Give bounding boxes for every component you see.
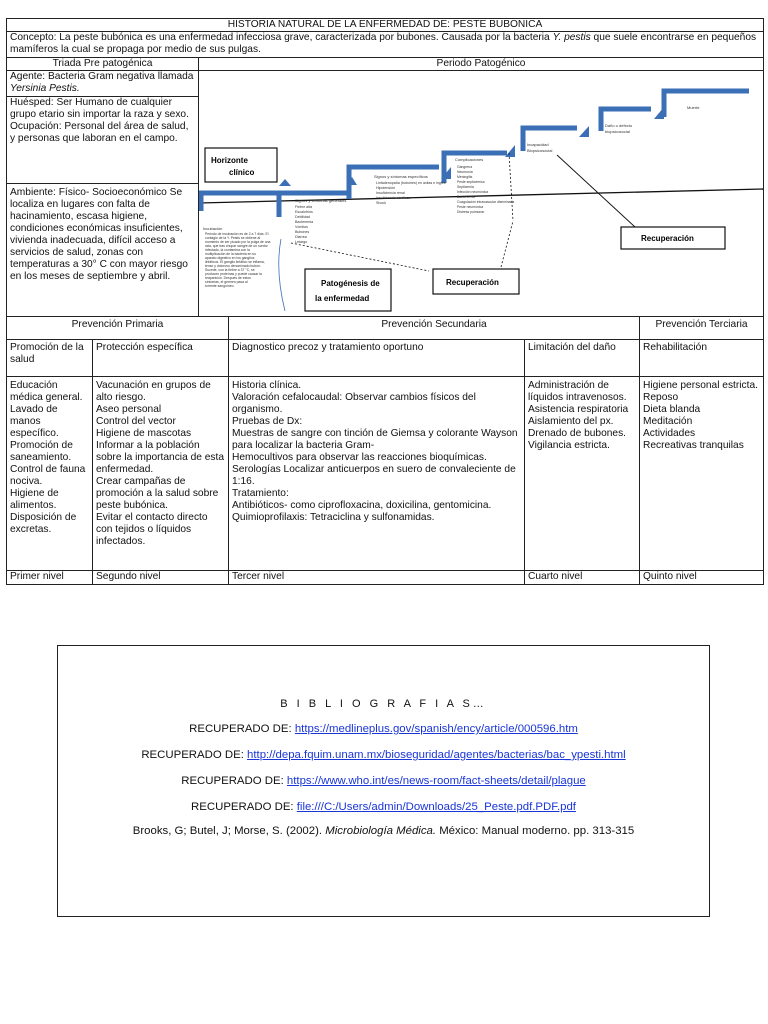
step-1-line: multiplicación de la bacteria en su — [205, 252, 256, 256]
specific-protection-heading: Protección específica — [93, 340, 229, 377]
step-6-subtitle: biopsicosocial — [605, 129, 630, 134]
recovery-label-upper: Recuperación — [641, 234, 694, 243]
tertiary-prevention-heading: Prevención Terciaria — [640, 317, 764, 340]
step-4-item: Septicemia — [457, 185, 474, 189]
step-1-line: linfáticos. El ganglio linfático se inflama, — [205, 260, 265, 264]
level-4-label: Cuarto nivel — [525, 571, 640, 585]
stair-step-7 — [664, 91, 749, 117]
bibliography-link-3[interactable]: https://www.who.int/es/news-room/fact-sheets/detail/plague — [286, 775, 586, 787]
step-3-item: Hipotensión — [376, 186, 395, 190]
horizon-label-box — [205, 148, 277, 182]
step-1-line: tenso y doloroso denominado bubón. — [205, 264, 261, 268]
environment-text: Ambiente: Físico- Socioeconómico Se localiza en lugares con falta de hacinamiento, escasa higiene, condiciones económicas insuficientes, vivienda inadecuada, difícil acceso a servicios de salud, zonas con temperaturas a 30° C con mayor riesgo en los meses de septiembre y abril. — [10, 186, 188, 282]
step-4-item: Neumonía — [457, 170, 473, 174]
horizon-label-line-1: Horizonte — [211, 156, 248, 165]
level-5-label: Quinto nivel — [640, 571, 764, 585]
step-3-title: Signos y síntomas específicos — [374, 174, 428, 179]
step-5-subtitle: Biopsicosocial — [527, 148, 553, 153]
step-3-item: Insuficiencia renal — [376, 191, 405, 195]
horizon-label-line-2: clínico — [229, 168, 255, 177]
occupation-text: Ocupación: Personal del área de salud, y personas que laboran en el campo. — [10, 121, 189, 145]
step-2-item: Debilidad — [295, 215, 310, 219]
agent-cell: Agente: Bacteria Gram negativa llamada Yersinia Pestis. — [7, 71, 199, 97]
pathogenic-heading: Periodo Patogénico — [199, 58, 764, 71]
bibliography-link-4[interactable]: file:///C:/Users/admin/Downloads/25_Peste.pdf.PDF.pdf — [296, 801, 576, 813]
step-4-item: Peste neumónica — [457, 205, 484, 209]
step-2-item: Bacteremia — [295, 220, 314, 224]
pathogenesis-label-box — [305, 269, 391, 311]
natural-history-table — [6, 18, 764, 585]
bibliography-entry-1: RECUPERADO DE: https://medlineplus.gov/spanish/ency/article/000596.htm — [189, 723, 578, 735]
step-2-item: Escalofríos — [295, 210, 313, 214]
step-1-incubation — [203, 226, 271, 288]
pathogenic-diagram — [199, 71, 764, 317]
early-diagnosis-body: Historia clínica. Valoración cefalocaudal: Observar cambios físicos del organismo. Pruebas de Dx: Muestras de sangre con tinción de Giemsa y colorante Wayson para localizar la bacteria Gram- Hemocultivos para observar las reacciones bioquímicas. Serologías Localizar anticuerpos en suero de convaleciente de 1:16. Tratamiento: Antibióticos- como ciprofloxacina, doxicilina, gentomicina. Quimioprofilaxis: Tetraciclina y sulfonamidas. — [229, 377, 525, 571]
step-4-complications — [455, 157, 514, 214]
specific-protection-body: Vacunación en grupos de alto riesgo. Aseo personal Control del vector Higiene de mascotas Informar a la población sobre la importancia de esta enfermedad. Crear campañas de promoción a la salud sobre peste bubónica. Evitar el contacto directo con tejidos o líquidos infectados. — [93, 377, 229, 571]
step-3-item: Linfadenopatía (bubones) en axilas e ingles — [376, 181, 446, 185]
step-4-item: Bacteriemia — [457, 195, 475, 199]
step-1-line: rata, que tras chupar sangre de un roedor — [205, 244, 268, 248]
step-2-item: Vómitos — [295, 225, 308, 229]
rehabilitation-body: Higiene personal estricta. Reposo Dieta blanda Meditación Actividades Recreativas tranquilas — [640, 377, 764, 571]
step-4-item: Peste septicémica — [457, 180, 485, 184]
step-2-item: Fiebre alta — [295, 205, 312, 209]
step-1-line: síntomas, el germen pasa al — [205, 280, 248, 284]
dashed-connector — [501, 221, 513, 267]
level-3-label: Tercer nivel — [229, 571, 525, 585]
damage-limitation-body: Administración de líquidos intravenosos. Asistencia respiratoria Aislamiento del px. Drenado de bubones. Vigilancia estricta. — [525, 377, 640, 571]
health-promotion-body: Educación médica general. Lavado de manos específico. Promoción de saneamiento. Control de fauna nociva. Higiene de alimentos. Disposición de excretas. — [7, 377, 93, 571]
host-cell — [7, 97, 199, 183]
step-4-item: Gangrena — [457, 165, 473, 169]
recovery-connector-solid — [557, 155, 635, 227]
step-4-title: Complicaciones — [455, 157, 484, 162]
step-1-line: contagio de la Y. Pestis se obtiene al — [205, 236, 261, 240]
step-4-item: Distress pulmonar — [457, 210, 485, 214]
bibliography-link-1[interactable]: https://medlineplus.gov/spanish/ency/article/000596.htm — [294, 723, 578, 735]
rehabilitation-heading: Rehabilitación — [640, 340, 764, 377]
secondary-prevention-heading: Prevención Secundaria — [229, 317, 640, 340]
step-1-line: torrente sanguíneo. — [205, 284, 235, 288]
dashed-connector — [509, 153, 513, 221]
natural-history-document — [6, 18, 763, 585]
step-2-item: Letargo — [295, 240, 308, 244]
step-1-line: producen proteínas y puede causar la — [205, 272, 262, 276]
health-promotion-heading: Promoción de la salud — [7, 340, 93, 377]
recovery-label-box-lower — [433, 269, 519, 294]
bibliography-entry-2: RECUPERADO DE: http://depa.fquim.unam.mx/bioseguridad/agentes/bacterias/bac_ypesti.html — [141, 749, 626, 761]
step-6-title: Daño o defecto — [605, 123, 633, 128]
environment-cell — [7, 183, 199, 316]
dashed-connector — [291, 243, 429, 271]
step-2-item: Bubones — [295, 230, 310, 234]
stair-steps — [201, 91, 749, 217]
step-4-item: Coagulación intravascular diseminada — [457, 200, 515, 204]
step-1-line: Sucede, con la fiebre a 37 °C, se — [205, 268, 255, 272]
recovery-label-lower: Recuperación — [446, 278, 499, 287]
damage-limitation-heading: Limitación del daño — [525, 340, 640, 377]
step-3-specific-signs — [374, 174, 446, 205]
step-3-item: Shock — [376, 201, 386, 205]
step-3-item: Insuficiencia cardiaca — [376, 196, 411, 200]
level-1-label: Primer nivel — [7, 571, 93, 585]
step-2-title: Signos y síntomas generales — [295, 198, 347, 203]
bibliography-entry-3: RECUPERADO DE: https://www.who.int/es/news-room/fact-sheets/detail/plague — [181, 775, 586, 787]
step-1-line: reaparición. Después de estos — [205, 276, 251, 280]
step-1-line: momento de ser picado por la pulga de una — [205, 240, 271, 244]
bibliography-title: B I B L I O G R A F I A S… — [280, 698, 487, 710]
early-diagnosis-heading: Diagnostico precoz y tratamiento oportuno — [229, 340, 525, 377]
pathogenic-stairs-svg — [199, 71, 763, 316]
stair-arrow-5 — [579, 126, 589, 137]
step-4-item: Infección neumónica — [457, 190, 489, 194]
host-text: Huésped: Ser Humano de cualquier grupo etario sin importar la raza y sexo. — [10, 97, 189, 121]
prepatogenic-heading: Triada Pre patogénica — [7, 58, 199, 71]
document-title: HISTORIA NATURAL DE LA ENFERMEDAD DE: PESTE BUBONICA — [7, 19, 764, 32]
pathogenesis-label-line-1: Patogénesis de — [321, 279, 380, 288]
pathogenesis-label-line-2: la enfermedad — [315, 294, 370, 303]
step-7-title: Muerte — [687, 105, 700, 110]
step-1-line: Periodo de incubación es de 2 a 7 días. El — [205, 232, 269, 236]
step-1-line: infectado, la contamina con la — [205, 248, 250, 252]
bibliography-box — [57, 645, 710, 917]
stair-arrow-1 — [279, 179, 291, 186]
bibliography-entry-4: RECUPERADO DE: file:///C:/Users/admin/Downloads/25_Peste.pdf.PDF.pdf — [191, 801, 576, 813]
step-2-item: Diarrea — [295, 235, 307, 239]
bibliography-link-2[interactable]: http://depa.fquim.unam.mx/bioseguridad/agentes/bacterias/bac_ypesti.html — [247, 749, 626, 761]
bibliography-entry-book: Brooks, G; Butel, J; Morse, S. (2002). Microbiología Médica. México: Manual moderno. pp. 313-315 — [132, 825, 635, 837]
step-1-title: Incubación — [203, 226, 223, 231]
step-5-title: Incapacidad — [527, 142, 549, 147]
step-2-general-signs — [295, 198, 346, 244]
stair-arrow-6 — [654, 107, 664, 119]
pathogenesis-bracket — [279, 239, 285, 311]
stair-step-2 — [279, 193, 347, 217]
primary-prevention-heading: Prevención Primaria — [7, 317, 229, 340]
level-2-label: Segundo nivel — [93, 571, 229, 585]
step-4-item: Meningitis — [457, 175, 473, 179]
recovery-label-box-upper — [621, 227, 725, 249]
concept-text: Concepto: La peste bubónica es una enfermedad infecciosa grave, caracterizada por bubones. Causada por la bacteria Y. pestis que suele encontrarse en pequeños mamíferos la cual se propaga por medio de sus pulgas. — [7, 32, 764, 58]
step-1-line: aparato digestivo en los ganglios — [205, 256, 255, 260]
